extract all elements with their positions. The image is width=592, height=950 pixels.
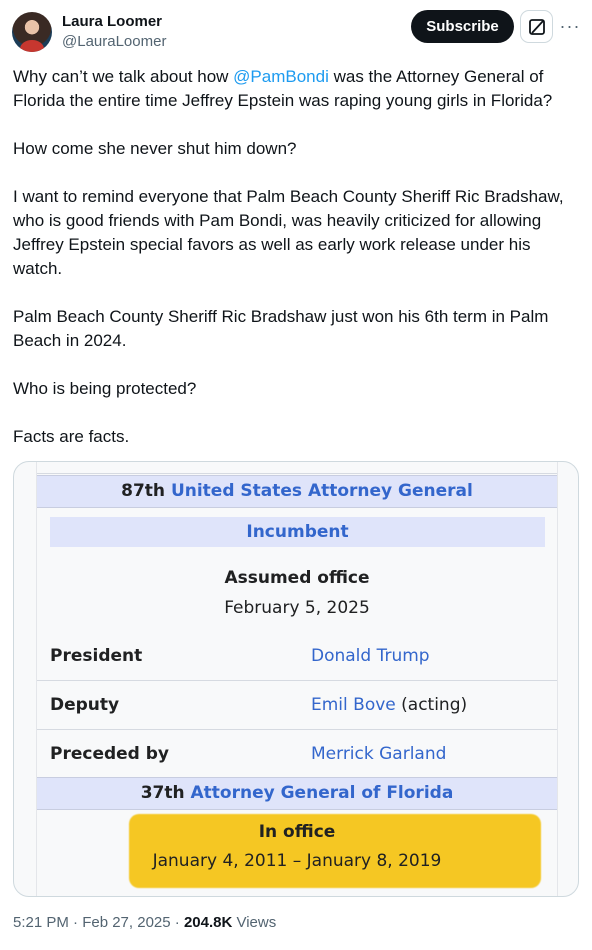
row-label: Preceded by — [50, 744, 170, 764]
author-handle[interactable]: @LauraLoomer — [62, 33, 167, 50]
timestamp[interactable]: 5:21 PM · Feb 27, 2025 · — [13, 914, 184, 931]
row-value — [311, 744, 446, 764]
row-label: President — [50, 646, 143, 666]
grok-glyph — [527, 17, 547, 37]
tweet-paragraph-5: Who is being protected? — [13, 379, 197, 398]
infobox-row — [37, 680, 557, 728]
row-value-link: Merrick Garland — [311, 744, 447, 764]
grok-icon[interactable] — [520, 10, 553, 43]
tweet-text-segment: was the Attorney General of Florida the entire time Jeffrey Epstein was raping young girls in Florida? — [13, 67, 553, 110]
avatar[interactable] — [12, 12, 52, 52]
tweet-paragraph-2: How come she never shut him down? — [13, 139, 297, 158]
infobox-section-band — [37, 777, 557, 810]
assumed-office-date: February 5, 2025 — [224, 598, 370, 618]
views-label: Views — [232, 914, 277, 931]
tweet-header — [12, 10, 582, 54]
tweet-paragraph-4: Palm Beach County Sheriff Ric Bradshaw just won his 6th term in Palm Beach in 2024. — [13, 307, 549, 350]
mention-link[interactable]: @PamBondi — [233, 67, 329, 86]
row-value-suffix: (acting) — [395, 695, 468, 715]
assumed-office-label: Assumed office — [224, 568, 370, 588]
tweet-text-segment: Why can’t we talk about how — [13, 67, 234, 86]
in-office-label: In office — [258, 822, 336, 842]
subscribe-button[interactable]: Subscribe — [411, 10, 514, 43]
band-title-link: Attorney General of Florida — [190, 783, 454, 803]
view-count: 204.8K — [183, 914, 233, 931]
term-dates: January 4, 2011 – January 8, 2019 — [152, 851, 442, 871]
infobox-row — [37, 632, 557, 680]
row-value-link: Donald Trump — [311, 646, 430, 666]
more-icon[interactable]: ··· — [559, 15, 581, 36]
wikipedia-infobox — [36, 462, 558, 897]
infobox-top-rule — [37, 462, 557, 474]
band-ordinal: 37th — [140, 783, 185, 803]
row-value-link: Emil Bove — [311, 695, 396, 715]
tweet-meta — [13, 914, 276, 931]
attached-image[interactable] — [13, 461, 579, 897]
tweet-paragraph-1 — [13, 65, 573, 113]
tweet-paragraph-3: I want to remind everyone that Palm Beach County Sheriff Ric Bradshaw, who is good friends with Pam Bondi, was heavily criticized for allowing Jeffrey Epstein special favors as well as early work release under his watch. — [13, 187, 564, 278]
row-value — [311, 695, 467, 715]
author-name[interactable]: Laura Loomer — [62, 13, 163, 30]
incumbent-label: Incumbent — [50, 517, 545, 547]
infobox-row — [37, 729, 557, 777]
row-value — [311, 646, 430, 666]
tweet-text — [13, 65, 573, 449]
band-ordinal: 87th — [121, 481, 166, 501]
tweet-paragraph-6: Facts are facts. — [13, 427, 130, 446]
row-label: Deputy — [50, 695, 120, 715]
infobox-title-band — [37, 475, 557, 508]
band-title-link: United States Attorney General — [170, 481, 473, 501]
